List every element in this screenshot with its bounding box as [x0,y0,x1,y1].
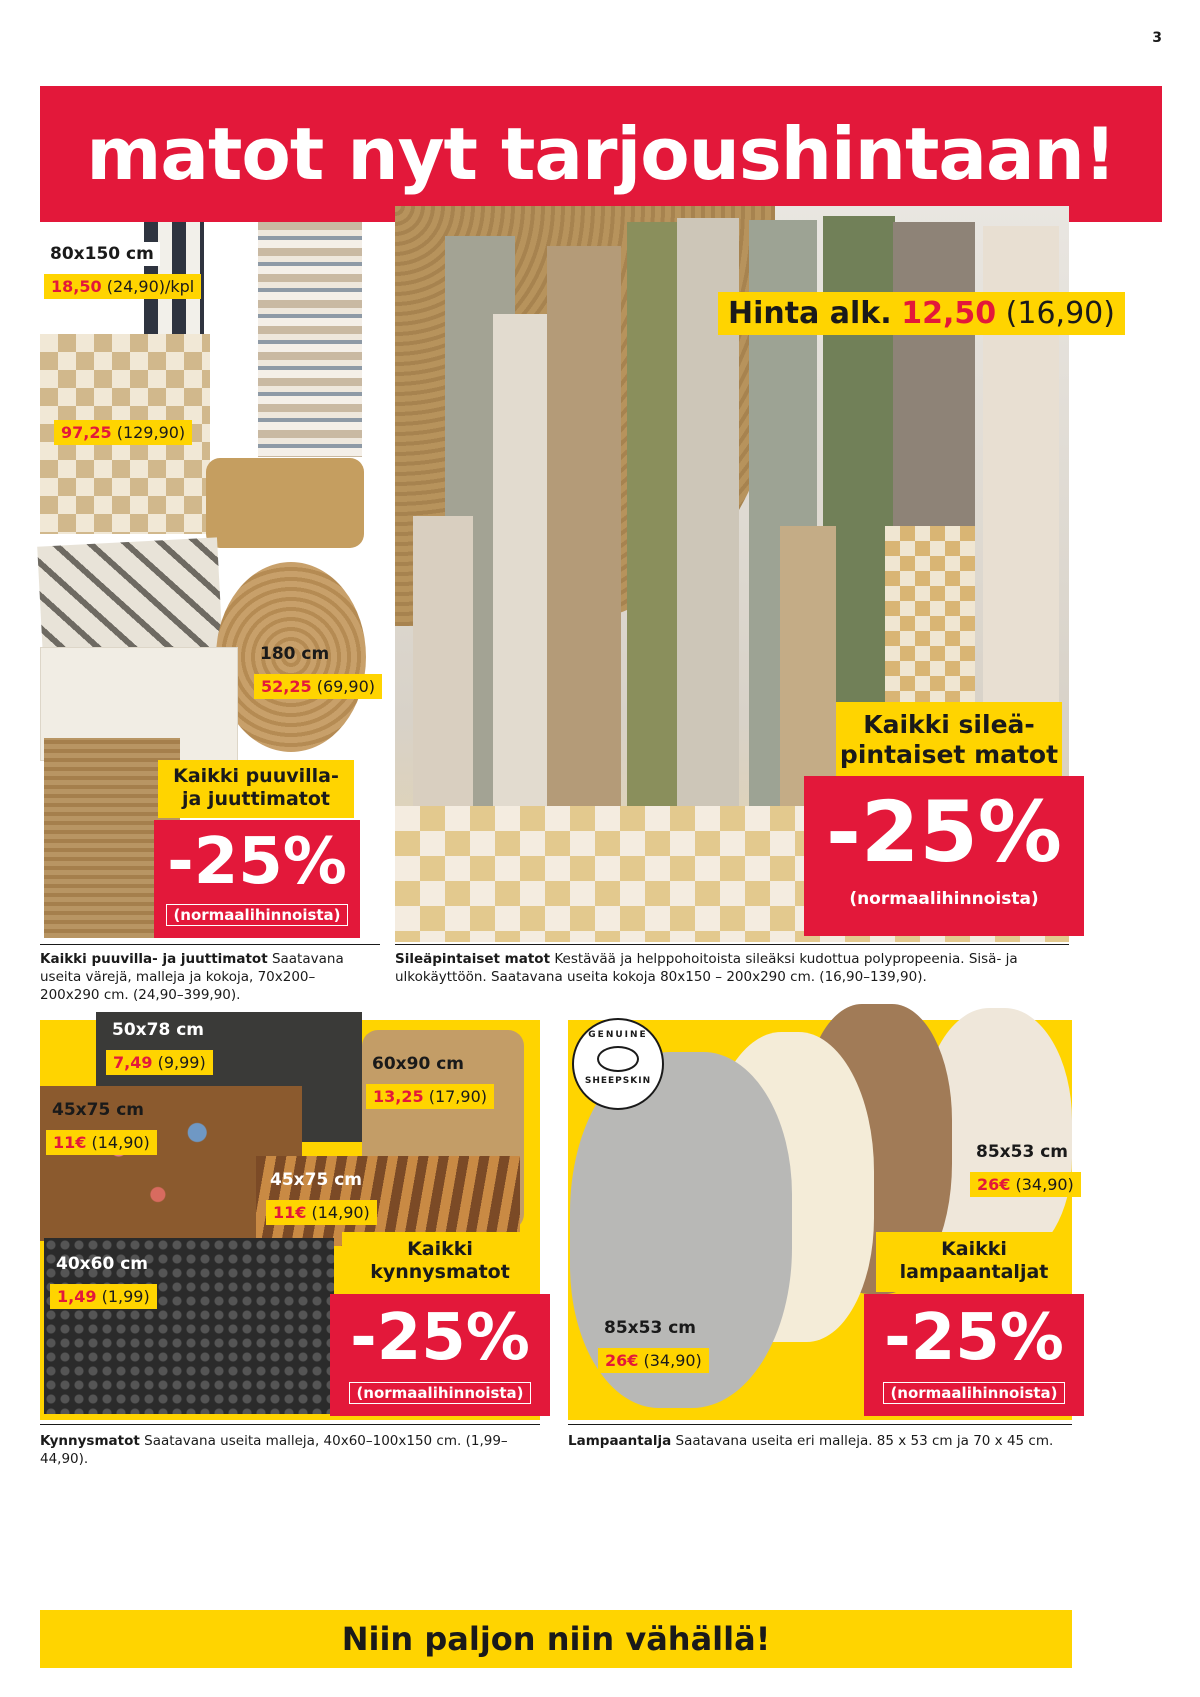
promo-doormats-title [342,1232,538,1292]
promo-doormats-line2: kynnysmatot [370,1261,510,1283]
badge-bottom-text: SHEEPSKIN [584,1076,652,1086]
flat-weave-desc-text: Kestävää ja helppohoitoista sileäksi kudottua polypropeenia. Sisä- ja ulkokäyttöön. Saatavana useita kokoja 80x150 – 200x290 cm. (16,90–139,90). [395,951,1018,985]
sheepskin-1-size: 85x53 cm [976,1142,1068,1162]
promo-flat-weave-note: (normaalihinnoista) [849,889,1039,909]
promo-doormats-percent: -25% [350,1301,530,1375]
promo-doormats-line1: Kaikki [407,1238,473,1260]
rolled-rug-2 [493,314,551,834]
scallop-jute-rug-image [206,458,364,548]
doormat-2-price-old: (17,90) [428,1087,487,1106]
promo-sheepskin-line2: lampaantaljat [899,1261,1049,1283]
footer-slogan-bar [40,1610,1072,1668]
doormat-3-price-tag [46,1130,157,1155]
round-rug-price-tag [254,674,382,699]
promo-cotton-jute-percent: -25% [167,825,347,899]
doormat-3-price: 11€ [53,1133,87,1152]
doormat-4-price: 11€ [273,1203,307,1222]
headline-banner [40,86,1162,222]
badge-top-text: GENUINE [588,1030,648,1040]
doormat-1-price-old: (9,99) [157,1053,206,1072]
promo-flat-weave-title [836,702,1062,778]
doormats-description [40,1432,540,1468]
genuine-sheepskin-badge [572,1018,664,1110]
promo-sheepskin-note: (normaalihinnoista) [883,1382,1064,1404]
doormat-3-size: 45x75 cm [52,1100,144,1120]
promo-cotton-jute-note: (normaalihinnoista) [166,904,347,926]
rolled-rug-10 [413,516,473,836]
tiger-pattern-rug-image [37,537,223,658]
check-rug-price: 97,25 [61,423,112,442]
cotton-jute-desc-title: Kaikki puuvilla- ja juuttimatot [40,951,268,967]
check-rug-price-old: (129,90) [116,423,186,442]
promo-cotton-jute-line2: ja juuttimatot [181,788,331,810]
doormats-desc-text: Saatavana useita malleja, 40x60–100x150 cm. (1,99–44,90). [40,1433,508,1467]
flat-weave-description [395,950,1069,986]
cotton-jute-description [40,950,360,1004]
flat-weave-desc-title: Sileäpintaiset matot [395,951,551,967]
doormats-desc-rule [40,1424,540,1425]
rolled-rug-3 [547,246,621,806]
sheepskin-2-price-old: (34,90) [643,1351,702,1370]
sheepskin-2-size: 85x53 cm [604,1318,696,1338]
promo-sheepskin-percent: -25% [884,1301,1064,1375]
sheepskin-description [568,1432,1072,1450]
doormat-5-size: 40x60 cm [56,1254,148,1274]
footer-slogan: Niin paljon niin vähällä! [341,1620,771,1658]
runner-price: 18,50 [51,277,102,296]
doormat-5-price-old: (1,99) [101,1287,150,1306]
runner-size-label: 80x150 cm [44,242,160,266]
sheepskin-1-price: 26€ [977,1175,1011,1194]
sheepskin-1-price-old: (34,90) [1015,1175,1074,1194]
doormat-4-size: 45x75 cm [270,1170,362,1190]
left-desc-rule [40,944,380,945]
check-rug-price-tag [54,420,192,445]
doormat-5-price: 1,49 [57,1287,97,1306]
promo-doormats-note: (normaalihinnoista) [349,1382,530,1404]
doormats-desc-title: Kynnysmatot [40,1433,140,1449]
doormat-2-price: 13,25 [373,1087,424,1106]
from-price-old: (16,90) [1005,296,1115,331]
doormat-2-size: 60x90 cm [372,1054,464,1074]
doormat-1-size: 50x78 cm [112,1020,204,1040]
from-price-label: Hinta alk. [728,296,892,331]
sheep-icon [597,1046,639,1072]
round-rug-size-label: 180 cm [260,644,330,664]
doormat-3-price-old: (14,90) [91,1133,150,1152]
doormat-4-price-old: (14,90) [311,1203,370,1222]
round-rug-price-old: (69,90) [316,677,375,696]
sheepskin-desc-text: Saatavana useita eri malleja. 85 x 53 cm ja 70 x 45 cm. [671,1433,1054,1449]
promo-flat-weave-percent: -25% [826,783,1062,881]
round-rug-price: 52,25 [261,677,312,696]
doormat-1-price: 7,49 [113,1053,153,1072]
doormat-2-price-tag [366,1084,494,1109]
promo-cotton-jute-title [158,760,354,818]
sheepskin-1-price-tag [970,1172,1081,1197]
runner-price-old: (24,90)/kpl [106,277,195,296]
promo-sheepskin-badge [864,1294,1084,1416]
cotton-jute-desc-text: Saatavana useita värejä, malleja ja kokoja, 70x200–200x290 cm. (24,90–399,90). [40,951,344,1003]
doormat-5-price-tag [50,1284,157,1309]
promo-doormats-badge [330,1294,550,1416]
promo-sheepskin-title [876,1232,1072,1292]
promo-flat-weave-badge [804,776,1084,936]
page-number: 3 [1152,30,1162,46]
runner-price-tag [44,274,201,299]
right-desc-rule [395,944,1069,945]
promo-flat-weave-line1: Kaikki sileä- [863,710,1035,739]
sheepskin-2-price: 26€ [605,1351,639,1370]
from-price-tag [718,292,1125,335]
promo-cotton-jute-line1: Kaikki puuvilla- [173,765,339,787]
sheepskin-desc-title: Lampaantalja [568,1433,672,1449]
striped-runner-light-image [258,222,362,457]
headline-title: matot nyt tarjoushintaan! [86,112,1116,196]
promo-sheepskin-line1: Kaikki [941,1238,1007,1260]
doormat-1-price-tag [106,1050,213,1075]
sheepskin-2-price-tag [598,1348,709,1373]
promo-cotton-jute-badge [154,820,360,938]
sheepskin-desc-rule [568,1424,1072,1425]
promo-flat-weave-line2: pintaiset matot [839,740,1059,769]
from-price: 12,50 [901,296,997,331]
doormat-4-price-tag [266,1200,377,1225]
